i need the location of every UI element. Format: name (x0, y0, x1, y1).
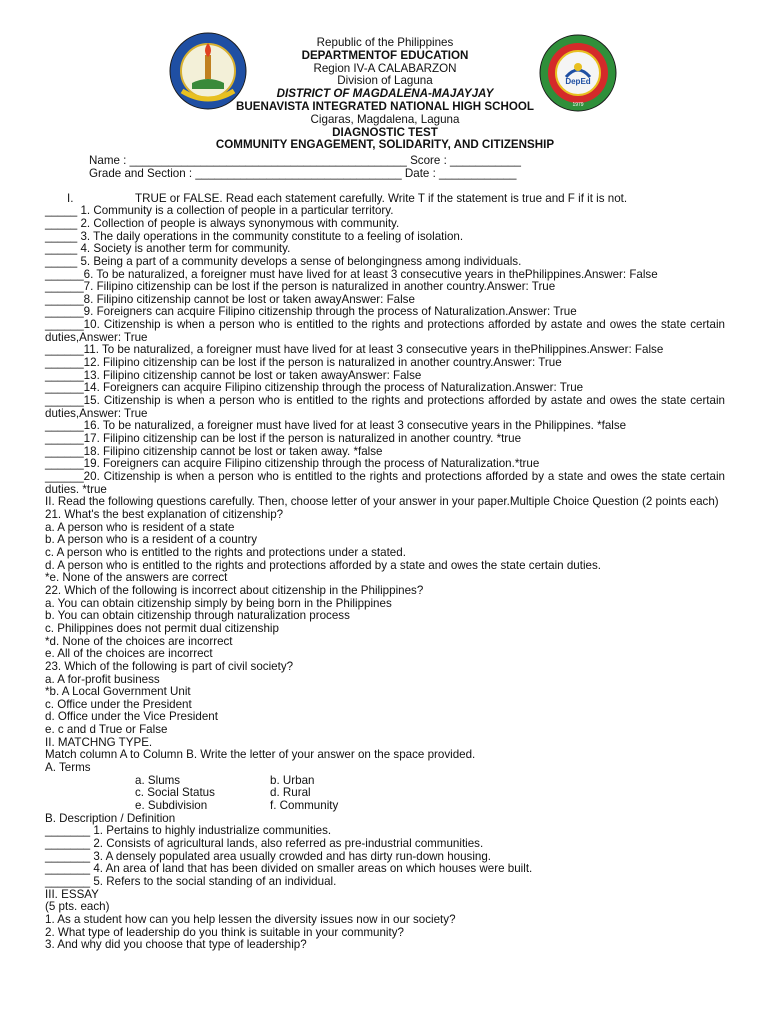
republic-line: Republic of the Philippines (316, 36, 454, 49)
test-title: DIAGNOSTIC TEST (332, 125, 438, 139)
matching-item: _______ 5. Refers to the social standing of an individual. (45, 875, 337, 889)
true-false-item: ______17. Filipino citizenship can be lost if the person is naturalized in another country. *true (45, 432, 522, 446)
seal-year-text: 1979 (572, 102, 584, 108)
mcq-line: d. A person who is entitled to the rights and protections afforded by a state and owes the state certain duties. (45, 558, 601, 572)
true-false-item: ______16. To be naturalized, a foreigner must have lived for at least 3 consecutive years in the Philippines. *false (45, 419, 627, 433)
essay-title: III. ESSAY (45, 887, 99, 901)
essay-question: 3. And why did you choose that type of leadership? (45, 938, 307, 952)
matching-item: _______ 4. An area of land that has been divided on smaller areas on which houses were built. (45, 862, 533, 876)
mcq-line: 21. What's the best explanation of citizenship? (45, 507, 284, 521)
mcq-line: e. c and d True or False (45, 723, 168, 737)
true-false-item: ______15. Citizenship is when a person who is entitled to the rights and protections afforded by astate and owes the state certain duties,Answer: True (45, 394, 725, 420)
mcq-line: c. Office under the President (45, 697, 192, 711)
mcq-line: b. A person who is a resident of a country (45, 533, 258, 547)
true-false-item: ______11. To be naturalized, a foreigner must have lived for at least 3 consecutive years in thePhilippines.Answer: False (45, 343, 664, 357)
mcq-line: e. All of the choices are incorrect (45, 647, 213, 661)
deped-seal-text: DepEd (565, 77, 591, 86)
true-false-item: ______20. Citizenship is when a person who is entitled to the rights and protections afforded by a state and owes the state certain duties. *true (45, 470, 725, 496)
section-1-instruction: TRUE or FALSE. Read each statement carefully. Write T if the statement is true and F if it is not. (135, 191, 628, 205)
school-address: Cigaras, Magdalena, Laguna (310, 112, 460, 126)
mcq-line: a. A person who is resident of a state (45, 520, 235, 534)
term-item: b. Urban (270, 773, 315, 787)
section-2-questions (45, 509, 725, 737)
test-content (45, 193, 725, 952)
department-line: DEPARTMENTOF EDUCATION (301, 48, 469, 62)
mcq-line: 23. Which of the following is part of civil society? (45, 659, 294, 673)
mcq-line: d. Office under the Vice President (45, 710, 218, 724)
mcq-line: b. You can obtain citizenship through naturalization process (45, 609, 350, 623)
section-1-numeral: I. (67, 191, 74, 205)
name-score-field[interactable]: Name : ___________________________________________ Score : ___________ (89, 154, 521, 168)
division-line: Division of Laguna (337, 74, 433, 88)
mcq-line: 22. Which of the following is incorrect about citizenship in the Philippines? (45, 583, 424, 597)
true-false-item: _____ 1. Community is a collection of people in a particular territory. (45, 204, 394, 218)
mcq-line: a. A for-profit business (45, 672, 160, 686)
true-false-item: ______7. Filipino citizenship can be lost if the person is naturalized in another country.Answer: True (45, 280, 556, 294)
true-false-item: ______13. Filipino citizenship cannot be lost or taken awayAnswer: False (45, 368, 422, 382)
term-item: f. Community (270, 799, 339, 813)
document-page (45, 37, 725, 952)
mcq-line: c. A person who is entitled to the rights and protections under a stated. (45, 545, 406, 559)
essay-points: (5 pts. each) (45, 900, 110, 914)
matching-item: _______ 1. Pertains to highly industrialize communities. (45, 824, 332, 838)
true-false-item: ______9. Foreigners can acquire Filipino citizenship through the process of Naturalization.Answer: True (45, 305, 577, 319)
section-1-items (45, 205, 725, 496)
essay-question: 1. As a student how can you help lessen the diversity issues now in our society? (45, 912, 456, 926)
mcq-line: *e. None of the answers are correct (45, 571, 228, 585)
document-header (45, 37, 725, 152)
matching-item: _______ 2. Consists of agricultural lands, also referred as pre-industrial communities. (45, 837, 484, 851)
subject-title: COMMUNITY ENGAGEMENT, SOLIDARITY, AND CITIZENSHIP (215, 138, 555, 152)
terms-label: A. Terms (45, 761, 91, 775)
mcq-line: *d. None of the choices are incorrect (45, 634, 233, 648)
description-label: B. Description / Definition (45, 811, 176, 825)
term-item: c. Social Status (135, 786, 215, 800)
true-false-item: ______19. Foreigners can acquire Filipino citizenship through the process of Naturalization.*true (45, 457, 540, 471)
terms-grid (135, 775, 725, 813)
term-item: e. Subdivision (135, 799, 208, 813)
essay-questions (45, 914, 725, 952)
term-item: d. Rural (270, 786, 311, 800)
mcq-line: c. Philippines does not permit dual citizenship (45, 621, 279, 635)
true-false-item: _____ 5. Being a part of a community develops a sense of belongingness among individuals. (45, 254, 522, 268)
true-false-item: ______6. To be naturalized, a foreigner must have lived for at least 3 consecutive years in thePhilippines.Answer: False (45, 267, 658, 281)
matching-instruction: Match column A to Column B. Write the letter of your answer on the space provided. (45, 748, 476, 762)
region-line: Region IV-A CALABARZON (313, 61, 457, 75)
section-2-instruction: II. Read the following questions carefully. Then, choose letter of your answer in your paper.Multiple Choice Question (2 points each) (45, 495, 719, 509)
true-false-item: ______12. Filipino citizenship can be lost if the person is naturalized in another country.Answer: True (45, 356, 562, 370)
true-false-item: ______14. Foreigners can acquire Filipino citizenship through the process of Naturalization.Answer: True (45, 381, 584, 395)
mcq-line: *b. A Local Government Unit (45, 685, 191, 699)
true-false-item: ______18. Filipino citizenship cannot be lost or taken away. *false (45, 444, 383, 458)
term-item: a. Slums (135, 773, 181, 787)
true-false-item: _____ 4. Society is another term for community. (45, 242, 291, 256)
true-false-item: _____ 3. The daily operations in the community constitute to a feeling of isolation. (45, 229, 464, 243)
district-line: DISTRICT OF MAGDALENA-MAJAYJAY (276, 87, 494, 101)
true-false-item: _____ 2. Collection of people is always synonymous with community. (45, 216, 400, 230)
matching-title: II. MATCHNG TYPE. (45, 735, 153, 749)
student-info-fields (89, 154, 725, 180)
grade-date-field[interactable]: Grade and Section : ________________________________ Date : ____________ (89, 167, 517, 181)
school-name: BUENAVISTA INTEGRATED NATIONAL HIGH SCHOOL (236, 99, 534, 113)
matching-item: _______ 3. A densely populated area usually crowded and has dirty run-down housing. (45, 849, 492, 863)
true-false-item: ______10. Citizenship is when a person who is entitled to the rights and protections afforded by astate and owes the state certain duties,Answer: True (45, 318, 725, 344)
mcq-line: a. You can obtain citizenship simply by being born in the Philippines (45, 596, 392, 610)
matching-items (45, 825, 725, 888)
true-false-item: ______8. Filipino citizenship cannot be lost or taken awayAnswer: False (45, 292, 415, 306)
essay-question: 2. What type of leadership do you think is suitable in your community? (45, 925, 404, 939)
